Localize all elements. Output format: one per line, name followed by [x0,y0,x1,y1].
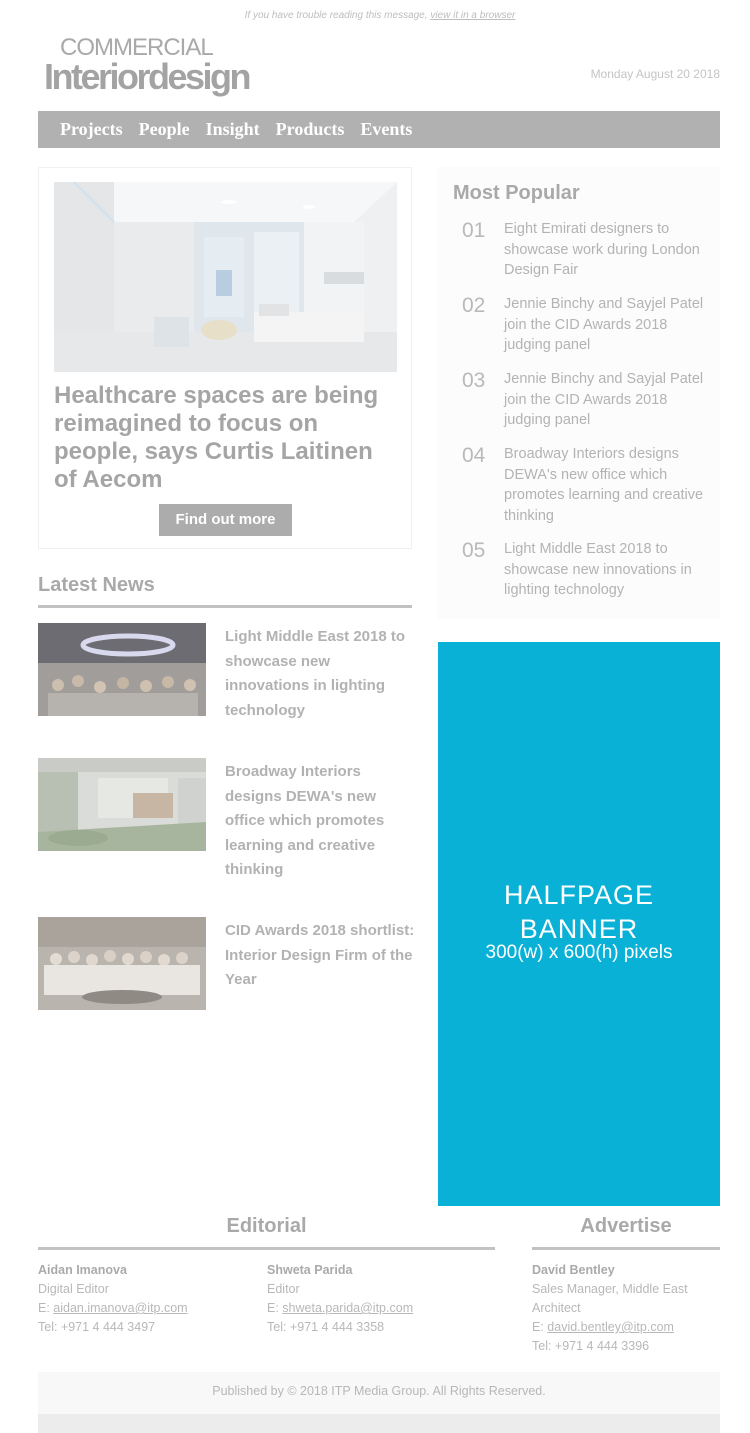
contact-email-link[interactable]: aidan.imanova@itp.com [53,1301,188,1315]
contact-email-link[interactable]: shweta.parida@itp.com [282,1301,414,1315]
popular-number: 01 [462,219,486,242]
contact-tel: Tel: +971 4 444 3358 [267,1320,385,1334]
contact-email-link[interactable]: david.bentley@itp.com [547,1320,674,1334]
news-thumbnail[interactable] [38,758,206,851]
most-popular-panel [438,167,720,619]
banner-size-text: 300(w) x 600(h) pixels [485,942,673,963]
advertise-divider [532,1247,720,1250]
popular-title[interactable]: Jennie Binchy and Sayjel Patel join the CID Awards 2018 judging panel [504,296,704,353]
popular-title[interactable]: Eight Emirati designers to showcase work during London Design Fair [504,221,700,278]
popular-number: 04 [462,444,486,467]
email-prefix: E: [38,1301,50,1315]
trouble-text: If you have trouble reading this message, [244,10,428,21]
banner-title [438,878,720,946]
contact-card [267,1261,482,1337]
copyright-bar: Published by © 2018 ITP Media Group. All Rights Reserved. [38,1372,720,1414]
find-out-more-button[interactable]: Find out more [159,504,292,536]
contact-tel: Tel: +971 4 444 3497 [38,1320,156,1334]
nav-item-products[interactable]: Products [275,119,345,139]
popular-number: 02 [462,294,486,317]
news-thumbnail[interactable] [38,917,206,1010]
contact-card [38,1261,253,1337]
main-nav [38,111,720,148]
popular-number: 05 [462,539,486,562]
nav-item-people[interactable]: People [138,119,190,139]
popular-title[interactable]: Jennie Binchy and Sayjal Patel join the CID Awards 2018 judging panel [504,371,704,428]
halfpage-banner-ad[interactable] [438,642,720,1206]
latest-news-heading: Latest News [38,574,155,596]
banner-line-2: BANNER [519,914,639,944]
contact-name: Aidan Imanova [38,1263,127,1277]
issue-date: Monday August 20 2018 [590,67,720,81]
popular-number: 03 [462,369,486,392]
news-title[interactable]: Light Middle East 2018 to showcase new innovations in lighting technology [225,628,406,719]
site-logo[interactable] [44,34,250,98]
logo-commercial: COMMERCIAL [60,34,213,61]
news-thumbnail[interactable] [38,623,206,716]
popular-title[interactable]: Broadway Interiors designs DEWA's new office which promotes learning and creative thinking [504,446,704,524]
view-in-browser-link[interactable]: view it in a browser [430,10,516,21]
nav-item-insight[interactable]: Insight [205,119,260,139]
feature-image[interactable] [54,182,397,372]
contact-card [532,1261,720,1356]
nav-item-events[interactable]: Events [360,119,413,139]
advertise-heading: Advertise [580,1215,672,1237]
footer-strip [38,1414,720,1433]
feature-story [38,167,412,549]
feature-title[interactable]: Healthcare spaces are being reimagined to focus on people, says Curtis Laitinen of Aecom [54,382,379,493]
editorial-divider [38,1247,495,1250]
most-popular-heading: Most Popular [453,182,580,204]
logo-interior-design: Interiordesign [44,56,250,97]
news-title[interactable]: CID Awards 2018 shortlist: Interior Design Firm of the Year [225,922,415,988]
email-prefix: E: [532,1320,544,1334]
contact-name: David Bentley [532,1263,615,1277]
email-prefix: E: [267,1301,279,1315]
editorial-heading: Editorial [226,1215,307,1237]
nav-item-projects[interactable]: Projects [60,119,123,139]
contact-role: Sales Manager, Middle East Architect [532,1282,688,1315]
latest-news-divider [38,605,412,608]
contact-role: Editor [267,1282,300,1296]
news-title[interactable]: Broadway Interiors designs DEWA's new office which promotes learning and creative thinking [225,763,385,878]
contact-role: Digital Editor [38,1282,109,1296]
contact-tel: Tel: +971 4 444 3396 [532,1339,650,1353]
trouble-reading-notice [0,10,750,21]
contact-name: Shweta Parida [267,1263,353,1277]
popular-title[interactable]: Light Middle East 2018 to showcase new innovations in lighting technology [504,541,692,598]
banner-line-1: HALFPAGE [503,880,655,910]
